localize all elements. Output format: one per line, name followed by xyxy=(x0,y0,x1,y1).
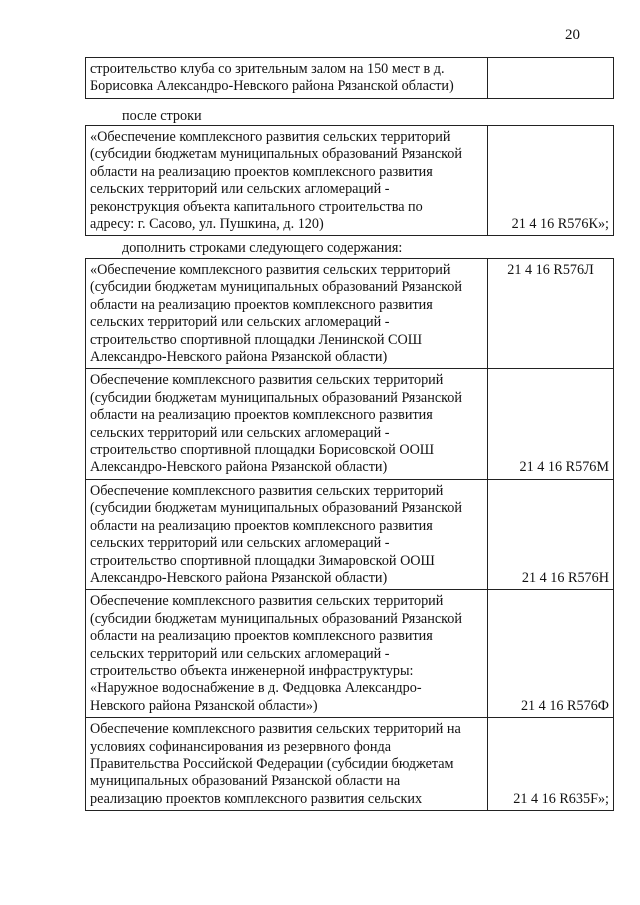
table-row xyxy=(86,126,614,236)
row-code: 21 4 16 R635F»; xyxy=(488,718,614,811)
text-line: сельских территорий или сельских агломераций - xyxy=(90,181,390,198)
text-line: (субсидии бюджетам муниципальных образований Рязанской xyxy=(90,610,462,627)
text-line: области на реализацию проектов комплексного развития xyxy=(90,407,433,424)
text-line: области на реализацию проектов комплексного развития xyxy=(90,296,433,313)
text-line: реализацию проектов комплексного развития сельских xyxy=(90,790,423,807)
table-row xyxy=(86,479,614,589)
text-line: Правительства Российской Федерации (субсидии бюджетам xyxy=(90,755,454,772)
row-description xyxy=(86,58,488,99)
text-line: Борисовка Александро-Невского района Рязанской области) xyxy=(90,78,454,95)
text-line: строительство клуба со зрительным залом на 150 мест в д. xyxy=(90,61,445,77)
row-description xyxy=(86,126,488,236)
row-code xyxy=(488,58,614,99)
text-line: условиях софинансирования из резервного фонда xyxy=(90,738,392,755)
text-line: «Наружное водоснабжение в д. Федцовка Александро- xyxy=(90,680,422,697)
row-code: 21 4 16 R576Л xyxy=(488,259,614,369)
text-line: области на реализацию проектов комплексного развития xyxy=(90,517,433,534)
text-line: муниципальных образований Рязанской области на xyxy=(90,773,401,790)
row-code: 21 4 16 R576М xyxy=(488,369,614,479)
text-line: Обеспечение комплексного развития сельских территорий на xyxy=(90,721,461,738)
continuation-table xyxy=(85,57,614,99)
text-line: области на реализацию проектов комплексного развития xyxy=(90,628,433,645)
text-line: (субсидии бюджетам муниципальных образований Рязанской xyxy=(90,146,462,163)
text-line: (субсидии бюджетам муниципальных образований Рязанской xyxy=(90,279,462,296)
text-line: адресу: г. Сасово, ул. Пушкина, д. 120) xyxy=(90,216,324,233)
text-line: Обеспечение комплексного развития сельских территорий xyxy=(90,482,444,499)
row-code: 21 4 16 R576К»; xyxy=(488,126,614,236)
text-line: реконструкция объекта капитального строительства по xyxy=(90,198,423,215)
text-line: Обеспечение комплексного развития сельских территорий xyxy=(90,372,444,389)
row-code: 21 4 16 R576Н xyxy=(488,479,614,589)
text-line: сельских территорий или сельских агломераций - xyxy=(90,645,390,662)
text-line: сельских территорий или сельских агломераций - xyxy=(90,535,390,552)
row-description xyxy=(86,718,488,811)
text-line: (субсидии бюджетам муниципальных образований Рязанской xyxy=(90,500,462,517)
text-line: сельских территорий или сельских агломераций - xyxy=(90,314,390,331)
table-row xyxy=(86,58,614,99)
text-line: строительство спортивной площадки Борисовской ООШ xyxy=(90,442,435,459)
text-line: строительство спортивной площадки Ленинской СОШ xyxy=(90,331,423,348)
add-rows-label: дополнить строками следующего содержания: xyxy=(122,240,403,256)
row-description xyxy=(86,590,488,718)
page-number: 20 xyxy=(565,27,580,43)
text-line: Александро-Невского района Рязанской области) xyxy=(90,569,388,586)
text-line: области на реализацию проектов комплексного развития xyxy=(90,163,433,180)
text-line: строительство объекта инженерной инфраструктуры: xyxy=(90,662,414,679)
quoted-row-table xyxy=(85,125,614,236)
text-line: «Обеспечение комплексного развития сельских территорий xyxy=(90,262,451,278)
text-line: Невского района Рязанской области») xyxy=(90,697,318,714)
row-description xyxy=(86,369,488,479)
text-line: сельских территорий или сельских агломераций - xyxy=(90,424,390,441)
text-line: Александро-Невского района Рязанской области) xyxy=(90,349,388,366)
text-line: Александро-Невского района Рязанской области) xyxy=(90,459,388,476)
table-row xyxy=(86,590,614,718)
text-line: «Обеспечение комплексного развития сельских территорий xyxy=(90,129,451,145)
table-row xyxy=(86,369,614,479)
text-line: строительство спортивной площадки Зимаровской ООШ xyxy=(90,552,435,569)
row-description xyxy=(86,259,488,369)
row-code: 21 4 16 R576Ф xyxy=(488,590,614,718)
text-line: (субсидии бюджетам муниципальных образований Рязанской xyxy=(90,389,462,406)
new-rows-table xyxy=(85,258,614,811)
row-description xyxy=(86,479,488,589)
text-line: Обеспечение комплексного развития сельских территорий xyxy=(90,593,444,610)
table-row xyxy=(86,718,614,811)
after-row-label: после строки xyxy=(122,108,202,124)
table-row xyxy=(86,259,614,369)
